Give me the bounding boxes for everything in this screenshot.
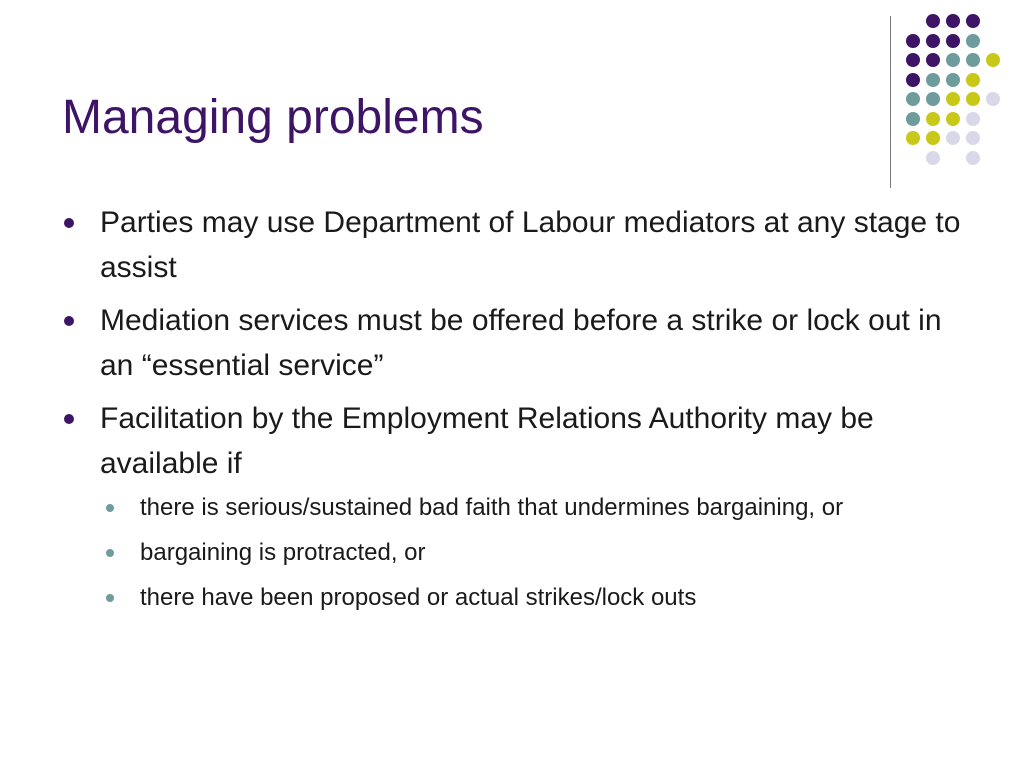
decorative-dot — [926, 53, 940, 67]
title-divider — [890, 16, 891, 188]
sub-bullet-item — [100, 535, 900, 571]
decorative-dot — [966, 73, 980, 87]
bullet-item — [62, 298, 982, 388]
decorative-dot — [986, 112, 1000, 126]
decorative-dot — [906, 14, 920, 28]
sub-bullet-dot-icon — [106, 594, 114, 602]
decorative-dot — [946, 92, 960, 106]
decorative-dot — [986, 92, 1000, 106]
decorative-dot — [966, 14, 980, 28]
sub-bullet-text: there have been proposed or actual strikes/lock outs — [140, 584, 697, 611]
sub-bullet-text: bargaining is protracted, or — [140, 539, 426, 566]
decorative-dot — [906, 73, 920, 87]
decorative-dot — [966, 112, 980, 126]
decorative-dot — [926, 151, 940, 165]
sub-bullet-dot-icon — [106, 549, 114, 557]
bullet-dot-icon — [64, 218, 74, 228]
bullet-list — [62, 200, 982, 625]
decorative-dot — [986, 73, 1000, 87]
decorative-dot — [966, 151, 980, 165]
decorative-dot — [986, 151, 1000, 165]
sub-bullet-list — [100, 490, 900, 616]
slide-title: Managing problems — [62, 91, 484, 144]
sub-bullet-item — [100, 580, 900, 616]
decorative-dot — [946, 14, 960, 28]
decorative-dot — [906, 151, 920, 165]
decorative-dot — [946, 34, 960, 48]
decorative-dot — [926, 112, 940, 126]
decorative-dot — [906, 112, 920, 126]
decorative-dot — [926, 73, 940, 87]
decorative-dot — [906, 92, 920, 106]
decorative-dot — [986, 34, 1000, 48]
bullet-item — [62, 200, 982, 290]
dot-grid-decoration — [906, 14, 1006, 170]
decorative-dot — [986, 14, 1000, 28]
bullet-item — [62, 396, 982, 616]
bullet-text: Parties may use Department of Labour mediators at any stage to assist — [100, 206, 961, 284]
decorative-dot — [986, 53, 1000, 67]
decorative-dot — [946, 53, 960, 67]
sub-bullet-text: there is serious/sustained bad faith that undermines bargaining, or — [140, 494, 844, 521]
sub-bullet-item — [100, 490, 900, 526]
sub-bullet-dot-icon — [106, 504, 114, 512]
decorative-dot — [906, 34, 920, 48]
decorative-dot — [946, 151, 960, 165]
decorative-dot — [966, 92, 980, 106]
decorative-dot — [966, 131, 980, 145]
decorative-dot — [946, 73, 960, 87]
decorative-dot — [946, 112, 960, 126]
bullet-text: Mediation services must be offered before a strike or lock out in an “essential service” — [100, 304, 942, 382]
decorative-dot — [986, 131, 1000, 145]
decorative-dot — [926, 92, 940, 106]
decorative-dot — [906, 53, 920, 67]
decorative-dot — [906, 131, 920, 145]
decorative-dot — [966, 53, 980, 67]
decorative-dot — [926, 34, 940, 48]
decorative-dot — [966, 34, 980, 48]
decorative-dot — [926, 14, 940, 28]
bullet-dot-icon — [64, 316, 74, 326]
decorative-dot — [946, 131, 960, 145]
bullet-dot-icon — [64, 414, 74, 424]
decorative-dot — [926, 131, 940, 145]
bullet-text: Facilitation by the Employment Relations Authority may be available if — [100, 402, 874, 480]
